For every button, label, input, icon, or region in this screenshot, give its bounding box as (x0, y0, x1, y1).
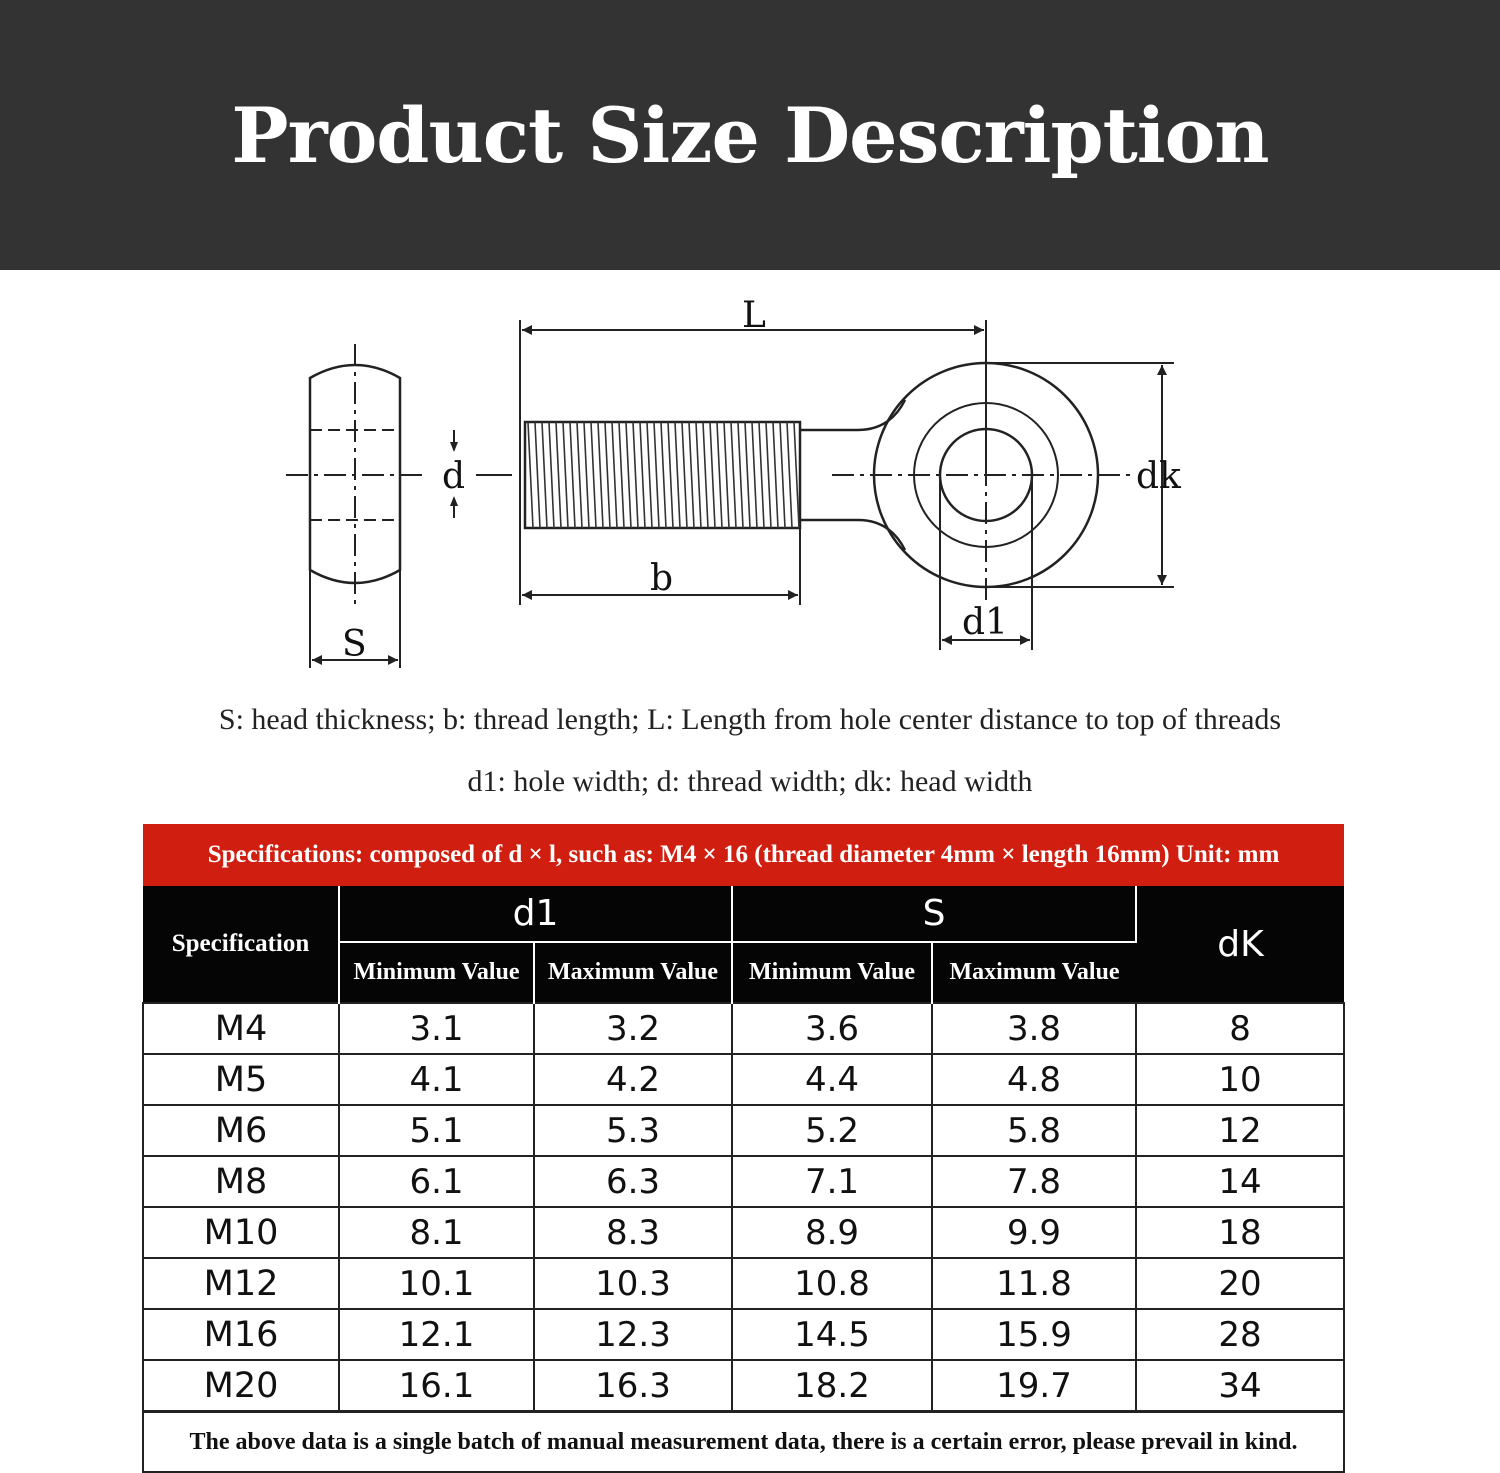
table-row (143, 1156, 1344, 1207)
cell-d1-max: 3.2 (534, 1003, 732, 1054)
thread-line (752, 422, 757, 528)
table-row (143, 1360, 1344, 1412)
header-dk: dK (1136, 886, 1344, 1003)
title-banner (0, 0, 1500, 270)
thread-line (598, 422, 603, 528)
cell-d1-max: 5.3 (534, 1105, 732, 1156)
thread-line (731, 422, 736, 528)
thread-line (542, 422, 547, 528)
cell-d1-min: 3.1 (339, 1003, 534, 1054)
thread-line (710, 422, 715, 528)
cell-s-max: 4.8 (932, 1054, 1136, 1105)
thread-line (612, 422, 617, 528)
cell-d1-max: 10.3 (534, 1258, 732, 1309)
cell-spec: M20 (143, 1360, 339, 1412)
label-L: L (742, 295, 766, 336)
header-s-max: Maximum Value (932, 942, 1136, 1003)
thread-line (689, 422, 694, 528)
legend-line-2: d1: hole width; d: thread width; dk: head width (467, 765, 1033, 798)
table-body (143, 1003, 1344, 1472)
cell-s-min: 3.6 (732, 1003, 932, 1054)
cell-dk: 10 (1136, 1054, 1344, 1105)
spec-note-row (143, 824, 1344, 886)
cell-dk: 20 (1136, 1258, 1344, 1309)
thread-line (738, 422, 743, 528)
thread-line (696, 422, 701, 528)
table-row (143, 1054, 1344, 1105)
size-spec-table (142, 824, 1345, 1473)
thread-line (682, 422, 687, 528)
cell-s-max: 7.8 (932, 1156, 1136, 1207)
cell-d1-min: 16.1 (339, 1360, 534, 1412)
cell-spec: M5 (143, 1054, 339, 1105)
label-d: d (442, 456, 466, 497)
thread-line (787, 422, 792, 528)
table-header-row (143, 886, 1344, 942)
thread-line (591, 422, 596, 528)
cell-dk: 34 (1136, 1360, 1344, 1412)
cell-spec: M16 (143, 1309, 339, 1360)
header-d1: d1 (339, 886, 732, 942)
thread-line (633, 422, 638, 528)
cell-s-max: 5.8 (932, 1105, 1136, 1156)
cell-dk: 28 (1136, 1309, 1344, 1360)
thread-line (661, 422, 666, 528)
thread-line (605, 422, 610, 528)
cell-d1-max: 12.3 (534, 1309, 732, 1360)
header-d1-min: Minimum Value (339, 942, 534, 1003)
cell-spec: M12 (143, 1258, 339, 1309)
label-S: S (342, 624, 367, 665)
cell-d1-max: 4.2 (534, 1054, 732, 1105)
thread-line (745, 422, 750, 528)
cell-s-min: 4.4 (732, 1054, 932, 1105)
thread-line (759, 422, 764, 528)
cell-s-min: 8.9 (732, 1207, 932, 1258)
thread-line (528, 422, 533, 528)
cell-d1-min: 4.1 (339, 1054, 534, 1105)
thread-line (780, 422, 785, 528)
thread-line (675, 422, 680, 528)
cell-s-min: 14.5 (732, 1309, 932, 1360)
cell-dk: 18 (1136, 1207, 1344, 1258)
thread-line (773, 422, 778, 528)
thread-line (626, 422, 631, 528)
table-row (143, 1105, 1344, 1156)
thread-line (577, 422, 582, 528)
cell-s-max: 11.8 (932, 1258, 1136, 1309)
table-row (143, 1003, 1344, 1054)
cell-s-min: 10.8 (732, 1258, 932, 1309)
cell-d1-min: 12.1 (339, 1309, 534, 1360)
thread-line (794, 422, 799, 528)
cell-spec: M10 (143, 1207, 339, 1258)
legend-line-1: S: head thickness; b: thread length; L: Length from hole center distance to top of threads (218, 703, 1282, 736)
thread-line (563, 422, 568, 528)
cell-s-max: 15.9 (932, 1309, 1136, 1360)
header-s-min: Minimum Value (732, 942, 932, 1003)
thread-line (717, 422, 722, 528)
thread-line (570, 422, 575, 528)
eye-bolt-diagram (0, 270, 1500, 690)
eye-bolt-drawing (0, 270, 1500, 690)
header-d1-max: Maximum Value (534, 942, 732, 1003)
label-d1: d1 (962, 602, 1008, 643)
thread-line (724, 422, 729, 528)
cell-d1-min: 8.1 (339, 1207, 534, 1258)
thread-line (556, 422, 561, 528)
table-row (143, 1309, 1344, 1360)
cell-d1-min: 6.1 (339, 1156, 534, 1207)
cell-dk: 12 (1136, 1105, 1344, 1156)
thread-line (549, 422, 554, 528)
footnote-row (143, 1412, 1344, 1473)
cell-d1-max: 8.3 (534, 1207, 732, 1258)
table-row (143, 1258, 1344, 1309)
thread-line (668, 422, 673, 528)
thread-line (766, 422, 771, 528)
label-b: b (650, 558, 674, 599)
label-dk: dk (1136, 456, 1181, 497)
cell-d1-max: 16.3 (534, 1360, 732, 1412)
thread-line (703, 422, 708, 528)
cell-d1-max: 6.3 (534, 1156, 732, 1207)
cell-s-max: 19.7 (932, 1360, 1136, 1412)
cell-d1-min: 10.1 (339, 1258, 534, 1309)
page-title: Product Size Description (231, 90, 1269, 180)
thread-line (647, 422, 652, 528)
cell-spec: M8 (143, 1156, 339, 1207)
table-row (143, 1207, 1344, 1258)
thread-line (619, 422, 624, 528)
cell-d1-min: 5.1 (339, 1105, 534, 1156)
cell-dk: 8 (1136, 1003, 1344, 1054)
cell-s-min: 5.2 (732, 1105, 932, 1156)
spec-note: Specifications: composed of d × l, such as: M4 × 16 (thread diameter 4mm × length 16mm) Unit: mm (143, 824, 1344, 886)
cell-s-min: 18.2 (732, 1360, 932, 1412)
thread-line (654, 422, 659, 528)
thread-line (640, 422, 645, 528)
cell-s-max: 3.8 (932, 1003, 1136, 1054)
header-s: S (732, 886, 1136, 942)
cell-spec: M6 (143, 1105, 339, 1156)
table-footnote: The above data is a single batch of manual measurement data, there is a certain error, please prevail in kind. (143, 1412, 1344, 1473)
cell-s-max: 9.9 (932, 1207, 1136, 1258)
cell-s-min: 7.1 (732, 1156, 932, 1207)
cell-spec: M4 (143, 1003, 339, 1054)
cell-dk: 14 (1136, 1156, 1344, 1207)
thread-line (535, 422, 540, 528)
header-specification: Specification (143, 886, 339, 1003)
thread-line (584, 422, 589, 528)
